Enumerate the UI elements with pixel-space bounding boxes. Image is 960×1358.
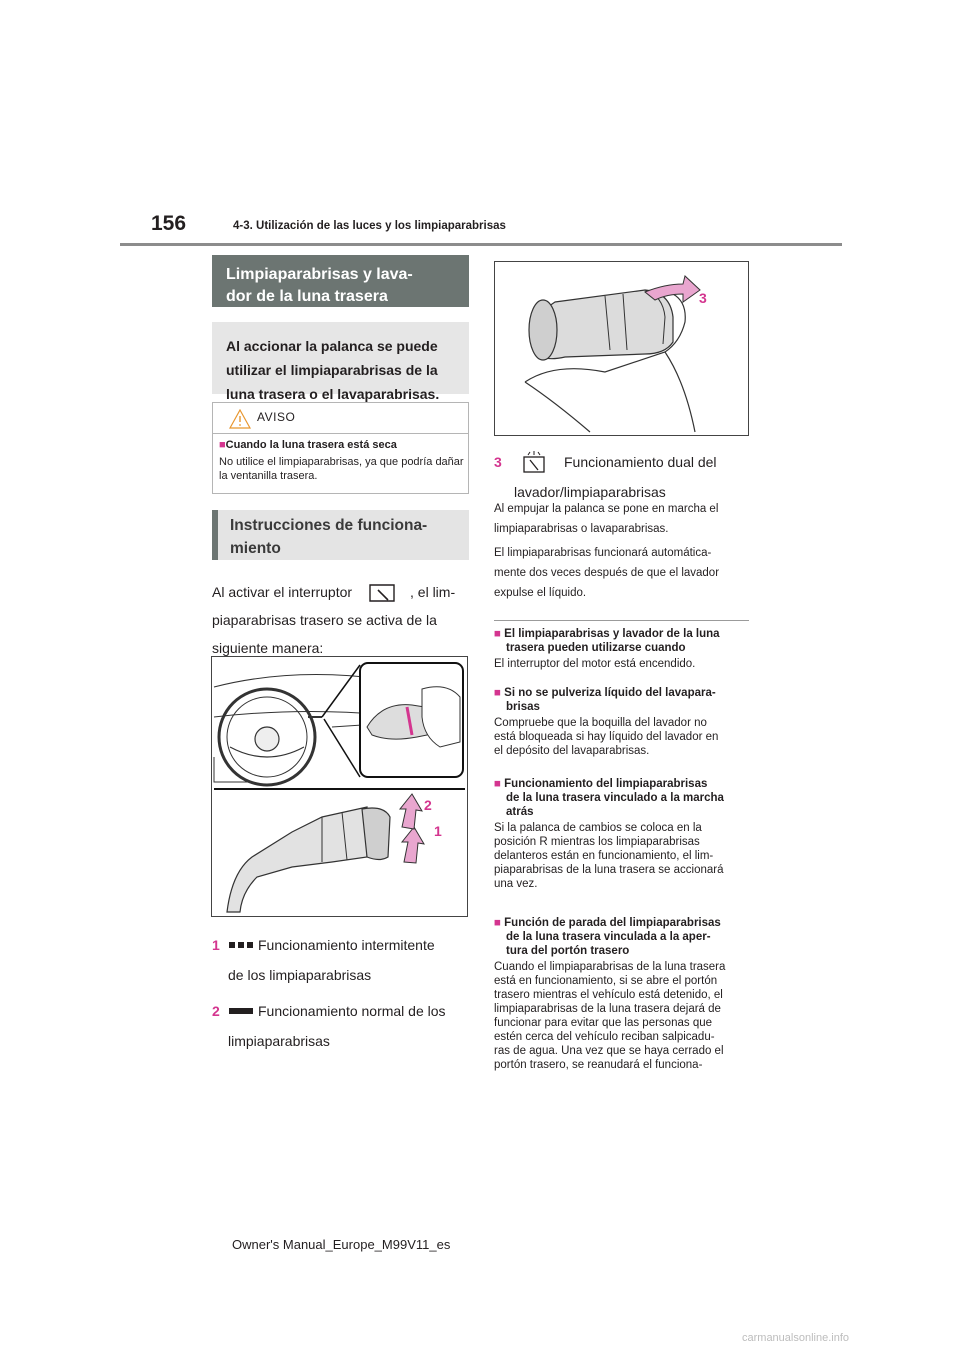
washer-figure xyxy=(494,261,749,436)
note-body: Compruebe que la boquilla del lavador no xyxy=(494,717,707,729)
banner-line: dor de la luna trasera xyxy=(226,288,388,305)
divider xyxy=(494,620,749,621)
figure-label-2: 2 xyxy=(424,797,432,813)
paragraph xyxy=(494,499,756,539)
body-text: Al empujar la palanca se pone en marcha el xyxy=(494,503,719,515)
note-body: portón trasero, se reanudará el funciona- xyxy=(494,1059,703,1071)
instruction-paragraph xyxy=(212,578,472,662)
note xyxy=(494,916,756,1072)
figure-label-3: 3 xyxy=(699,290,707,306)
item-number: 1 xyxy=(212,937,220,953)
item-text: limpiaparabrisas xyxy=(228,1033,330,1049)
square-bullet-icon: ■ xyxy=(219,439,226,451)
note-body: está bloqueada si hay líquido del lavador en xyxy=(494,731,719,743)
item-text: de los limpiaparabrisas xyxy=(228,967,372,983)
note-body: ras de agua. Una vez que se haya cerrado el xyxy=(494,1045,724,1057)
figure-label-1: 1 xyxy=(434,823,442,839)
warning-heading: ■Cuando la luna trasera está seca xyxy=(219,439,397,451)
note-body: trasero mientras el vehículo está detenido, el xyxy=(494,989,723,1001)
note-body: funcionar para evitar que las personas que xyxy=(494,1017,713,1029)
intro-box: Al accionar la palanca se puede utilizar el limpiaparabrisas de la luna trasera o el lavaparabrisas. xyxy=(212,322,469,394)
lever-figure xyxy=(211,656,468,917)
body-text: piaparabrisas trasero se activa de la xyxy=(212,612,437,628)
note xyxy=(494,686,756,758)
body-text: siguiente manera: xyxy=(212,640,324,656)
square-bullet-icon: ■ xyxy=(494,687,501,699)
note-body: Si la palanca de cambios se coloca en la xyxy=(494,822,702,834)
square-bullet-icon: ■ xyxy=(494,917,501,929)
note-heading: ■ Función de parada del limpiaparabrisas xyxy=(494,917,721,929)
note-heading: de la luna trasera vinculado a la marcha xyxy=(506,792,724,804)
normal-wipe-icon xyxy=(229,1008,253,1014)
section-title: 4-3. Utilización de las luces y los limpiaparabrisas xyxy=(233,220,506,232)
instructions-banner xyxy=(212,510,469,560)
list-item xyxy=(212,996,474,1056)
list-item xyxy=(494,447,756,507)
banner-line: miento xyxy=(230,540,281,557)
note-body: estén cerca del vehículo reciban salpicadu- xyxy=(494,1031,715,1043)
note-body: piaparabrisas de la luna trasera se accionará xyxy=(494,864,724,876)
item-text: Funcionamiento normal de los xyxy=(258,1003,446,1019)
item-text: lavador/limpiaparabrisas xyxy=(514,484,666,500)
banner-line: Limpiaparabrisas y lava- xyxy=(226,266,413,283)
body-text: expulse el líquido. xyxy=(494,587,587,599)
banner-line: Instrucciones de funciona- xyxy=(230,517,428,534)
note-heading: ■ El limpiaparabrisas y lavador de la luna xyxy=(494,628,720,640)
note-heading: de la luna trasera vinculada a la aper- xyxy=(506,931,711,943)
note-body: El interruptor del motor está encendido. xyxy=(494,658,696,670)
note xyxy=(494,777,756,891)
note-heading: ■ Funcionamiento del limpiaparabrisas xyxy=(494,778,708,790)
rear-wiper-switch-icon xyxy=(368,581,396,603)
body-text: limpiaparabrisas o lavaparabrisas. xyxy=(494,523,669,535)
page-number: 156 xyxy=(151,212,187,235)
note-body: el depósito del lavaparabrisas. xyxy=(494,745,650,757)
header-rule xyxy=(120,243,842,246)
washer-illustration xyxy=(495,262,748,435)
note-heading: brisas xyxy=(506,701,540,713)
watermark: carmanualsonline.info xyxy=(742,1332,850,1344)
note-body: una vez. xyxy=(494,878,538,890)
body-text: mente dos veces después de que el lavador xyxy=(494,567,720,579)
item-text: Funcionamiento intermitente xyxy=(258,937,435,953)
body-text: El limpiaparabrisas funcionará automática- xyxy=(494,547,712,559)
note-body: delanteros están en funcionamiento, el lim- xyxy=(494,850,714,862)
square-bullet-icon: ■ xyxy=(494,628,501,640)
section-banner xyxy=(212,255,469,307)
note-body: Cuando el limpiaparabrisas de la luna trasera xyxy=(494,961,726,973)
intermittent-wipe-icon xyxy=(229,942,253,948)
warning-triangle-icon xyxy=(229,409,251,429)
warning-box xyxy=(212,402,469,494)
lever-illustration xyxy=(212,657,467,916)
item-number: 3 xyxy=(494,454,502,470)
note-body: está en funcionamiento, si se abre el portón xyxy=(494,975,718,987)
footer-text: Owner's Manual_Europe_M99V11_es xyxy=(232,1237,451,1252)
note-heading: tura del portón trasero xyxy=(506,945,630,957)
item-text: Funcionamiento dual del xyxy=(564,454,717,470)
note-body: posición R mientras los limpiaparabrisas xyxy=(494,836,700,848)
square-bullet-icon: ■ xyxy=(494,778,501,790)
body-text: Al activar el interruptor xyxy=(212,584,353,600)
paragraph xyxy=(494,543,756,603)
note-heading: atrás xyxy=(506,806,534,818)
note-heading: ■ Si no se pulveriza líquido del lavapara- xyxy=(494,687,716,699)
body-text: , el lim- xyxy=(410,584,456,600)
warning-title: AVISO xyxy=(257,410,296,424)
list-item xyxy=(212,930,474,990)
note-heading: trasera pueden utilizarse cuando xyxy=(506,642,686,654)
washer-icon xyxy=(522,451,546,473)
warning-text: No utilice el limpiaparabrisas, ya que podría dañar la ventanilla trasera. xyxy=(219,456,464,482)
note xyxy=(494,627,756,671)
warning-rule xyxy=(213,433,468,434)
note-body: limpiaparabrisas de la luna trasera dejará de xyxy=(494,1003,721,1015)
item-number: 2 xyxy=(212,1003,220,1019)
